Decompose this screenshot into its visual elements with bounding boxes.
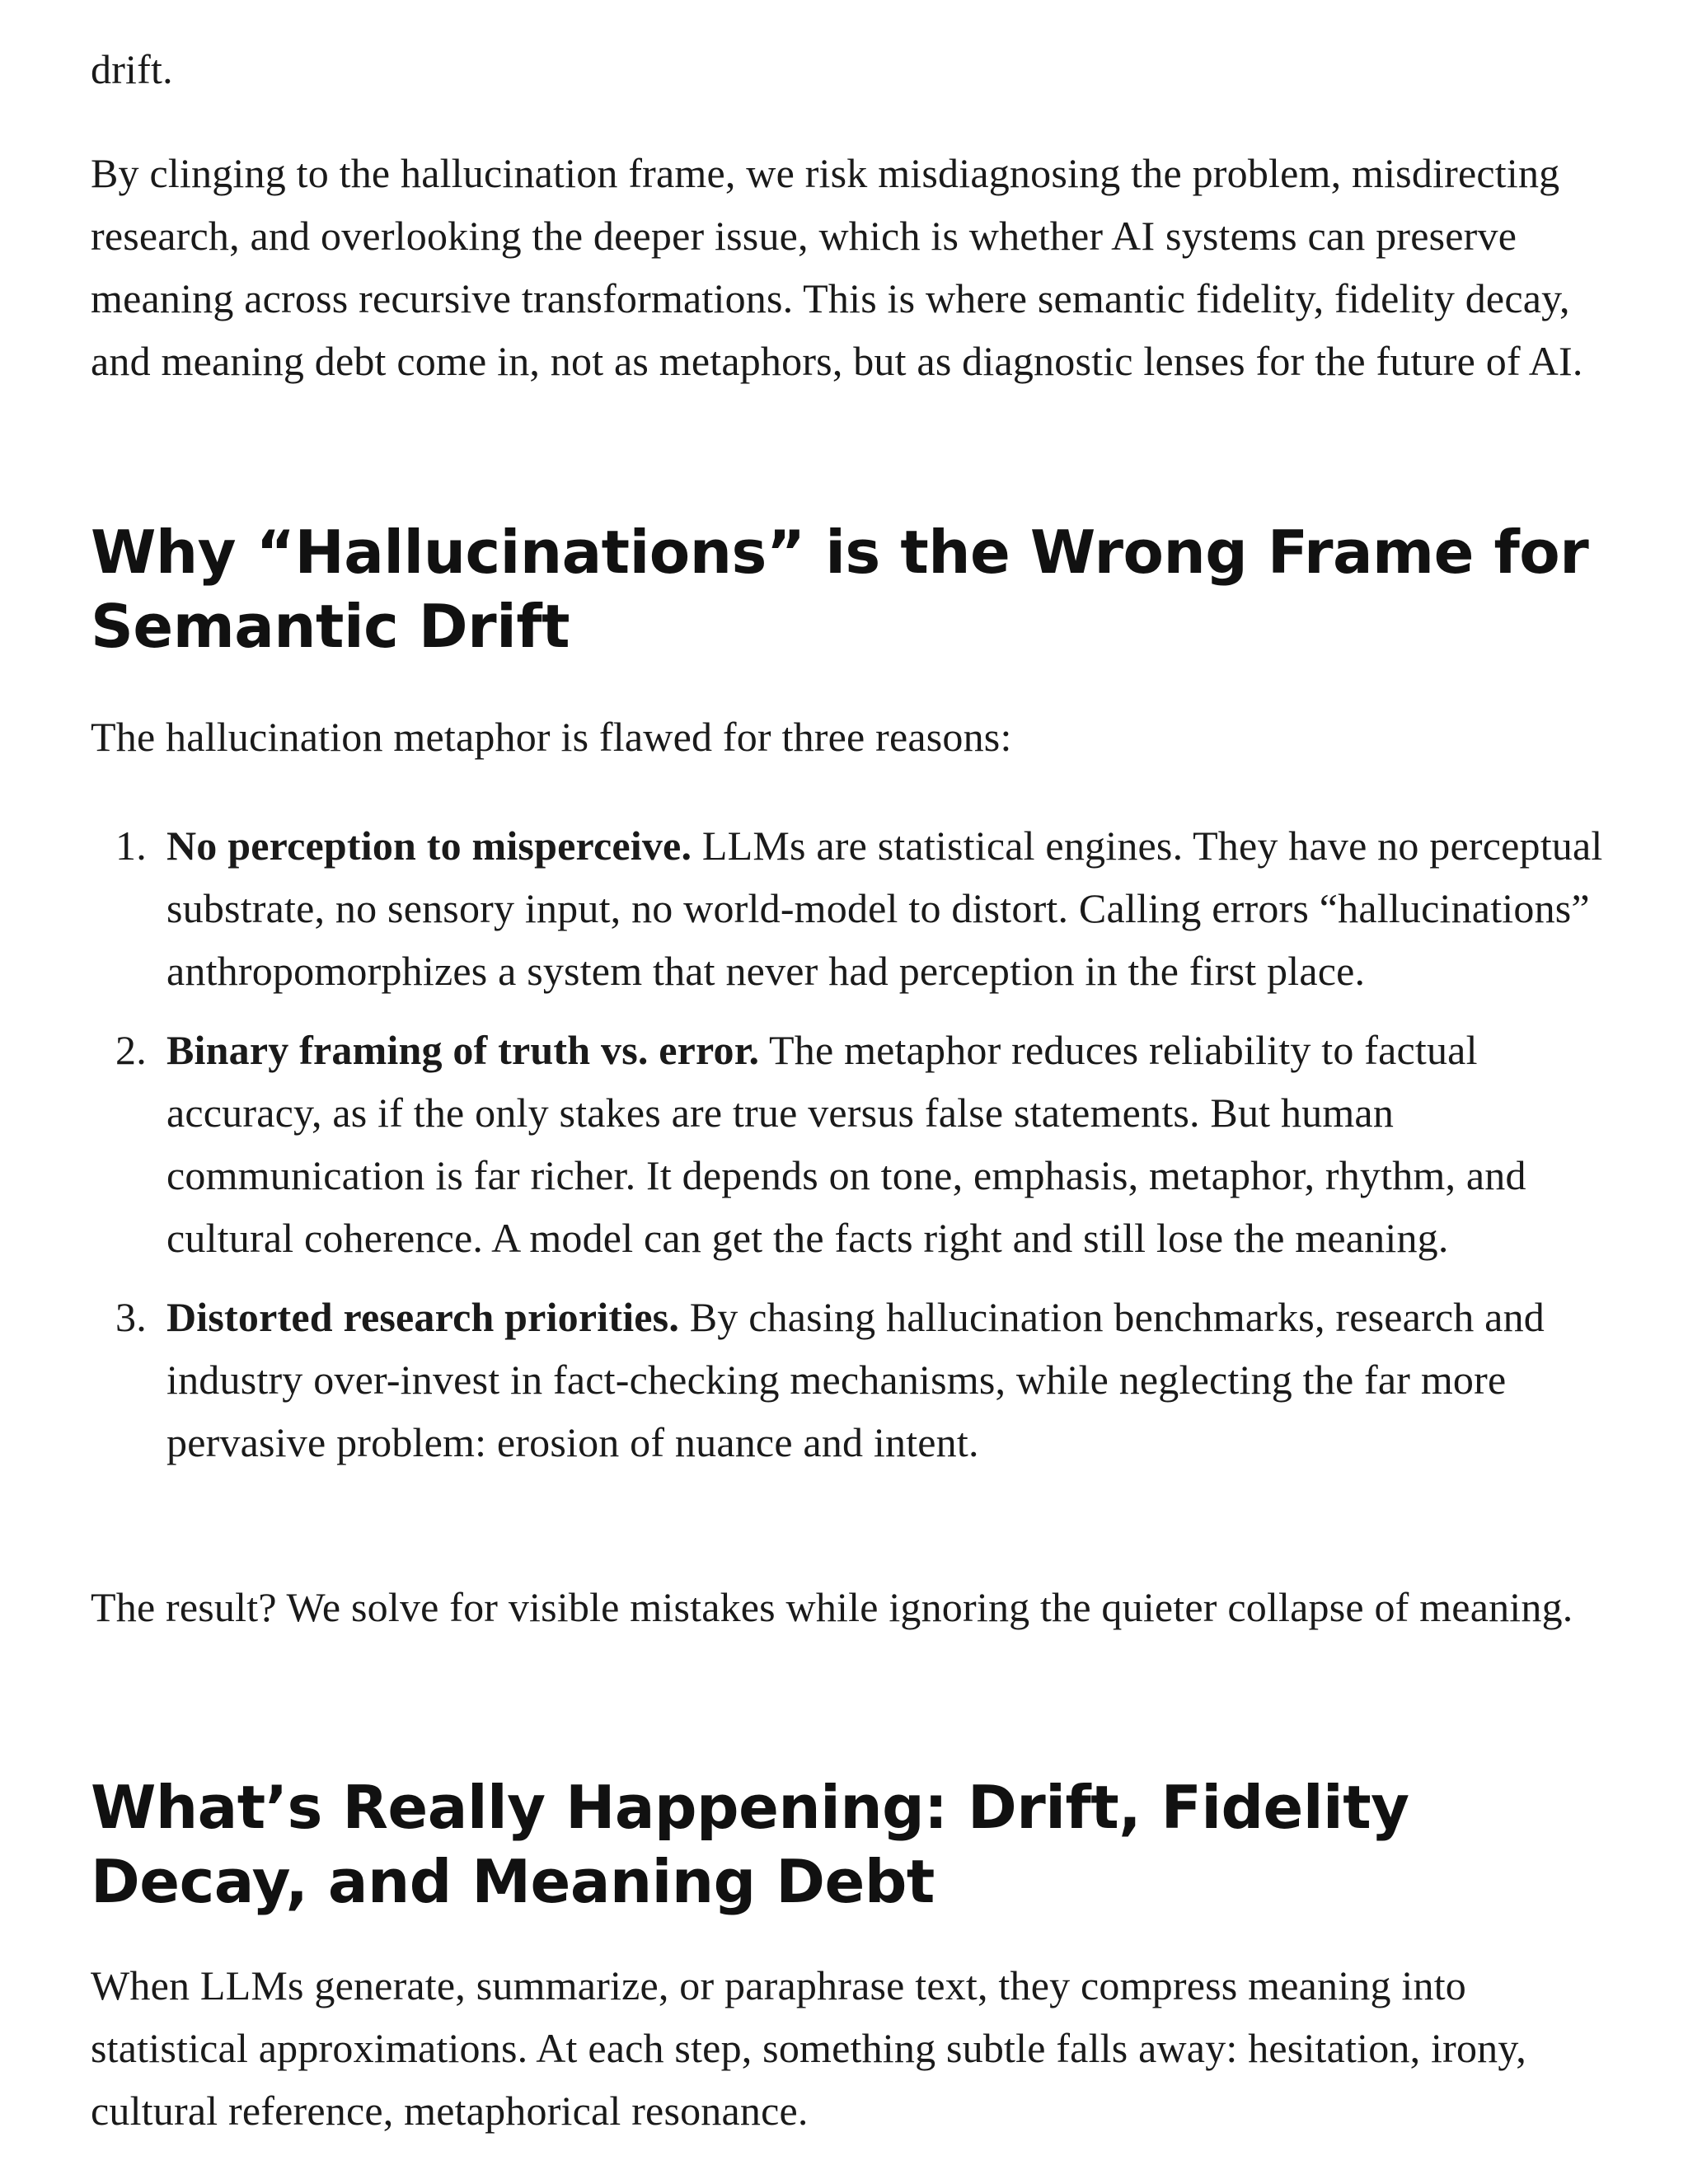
list-item-text: The metaphor reduces reliability to factual accuracy, as if the only stakes are true versus false statements. But human communication is far richer. It depends on tone, emphasis, metaphor, rhythm, and cultural coherence. A model can get the facts right and still lose the meaning. (166, 1027, 1526, 1261)
list-number: 3. (115, 1294, 147, 1340)
list-item-title: Distorted research priorities. (166, 1294, 680, 1340)
list-item-text: By chasing hallucination benchmarks, research and industry over-invest in fact-checking mechanisms, while neglecting the far more pervasive problem: erosion of nuance and intent. (166, 1294, 1545, 1465)
list-item-title: Binary framing of truth vs. error. (166, 1027, 760, 1073)
paragraph-fragment: drift. (91, 46, 173, 92)
reasons-list (91, 814, 1607, 1490)
list-item (91, 814, 1607, 1002)
section-heading-drift: What’s Really Happening: Drift, Fidelity Decay, and Meaning Debt (91, 1773, 1409, 1916)
list-item-text: LLMs are statistical engines. They have no perceptual substrate, no sensory input, no world-model to distort. Calling errors “hallucinations” anthropomorphizes a system that never had perception in the first place. (166, 823, 1603, 994)
list-number: 2. (115, 1027, 147, 1073)
section-lead-paragraph: The hallucination metaphor is flawed for three reasons: (91, 714, 1012, 760)
section-heading-hallucinations: Why “Hallucinations” is the Wrong Frame for Semantic Drift (91, 518, 1589, 661)
section2-paragraph: When LLMs generate, summarize, or paraphrase text, they compress meaning into statistical approximations. At each step, something subtle falls away: hesitation, irony, cultural reference, metaphorical resonance. (91, 1962, 1526, 2134)
list-number: 1. (115, 823, 147, 869)
list-item-title: No perception to misperceive. (166, 823, 692, 869)
result-paragraph: The result? We solve for visible mistakes while ignoring the quieter collapse of meaning. (91, 1584, 1573, 1630)
list-item (91, 1019, 1607, 1269)
list-item (91, 1286, 1607, 1474)
intro-paragraph: By clinging to the hallucination frame, we risk misdiagnosing the problem, misdirecting research, and overlooking the deeper issue, which is whether AI systems can preserve meaning across recursive transformations. This is where semantic fidelity, fidelity decay, and meaning debt come in, not as metaphors, but as diagnostic lenses for the future of AI. (91, 150, 1583, 384)
